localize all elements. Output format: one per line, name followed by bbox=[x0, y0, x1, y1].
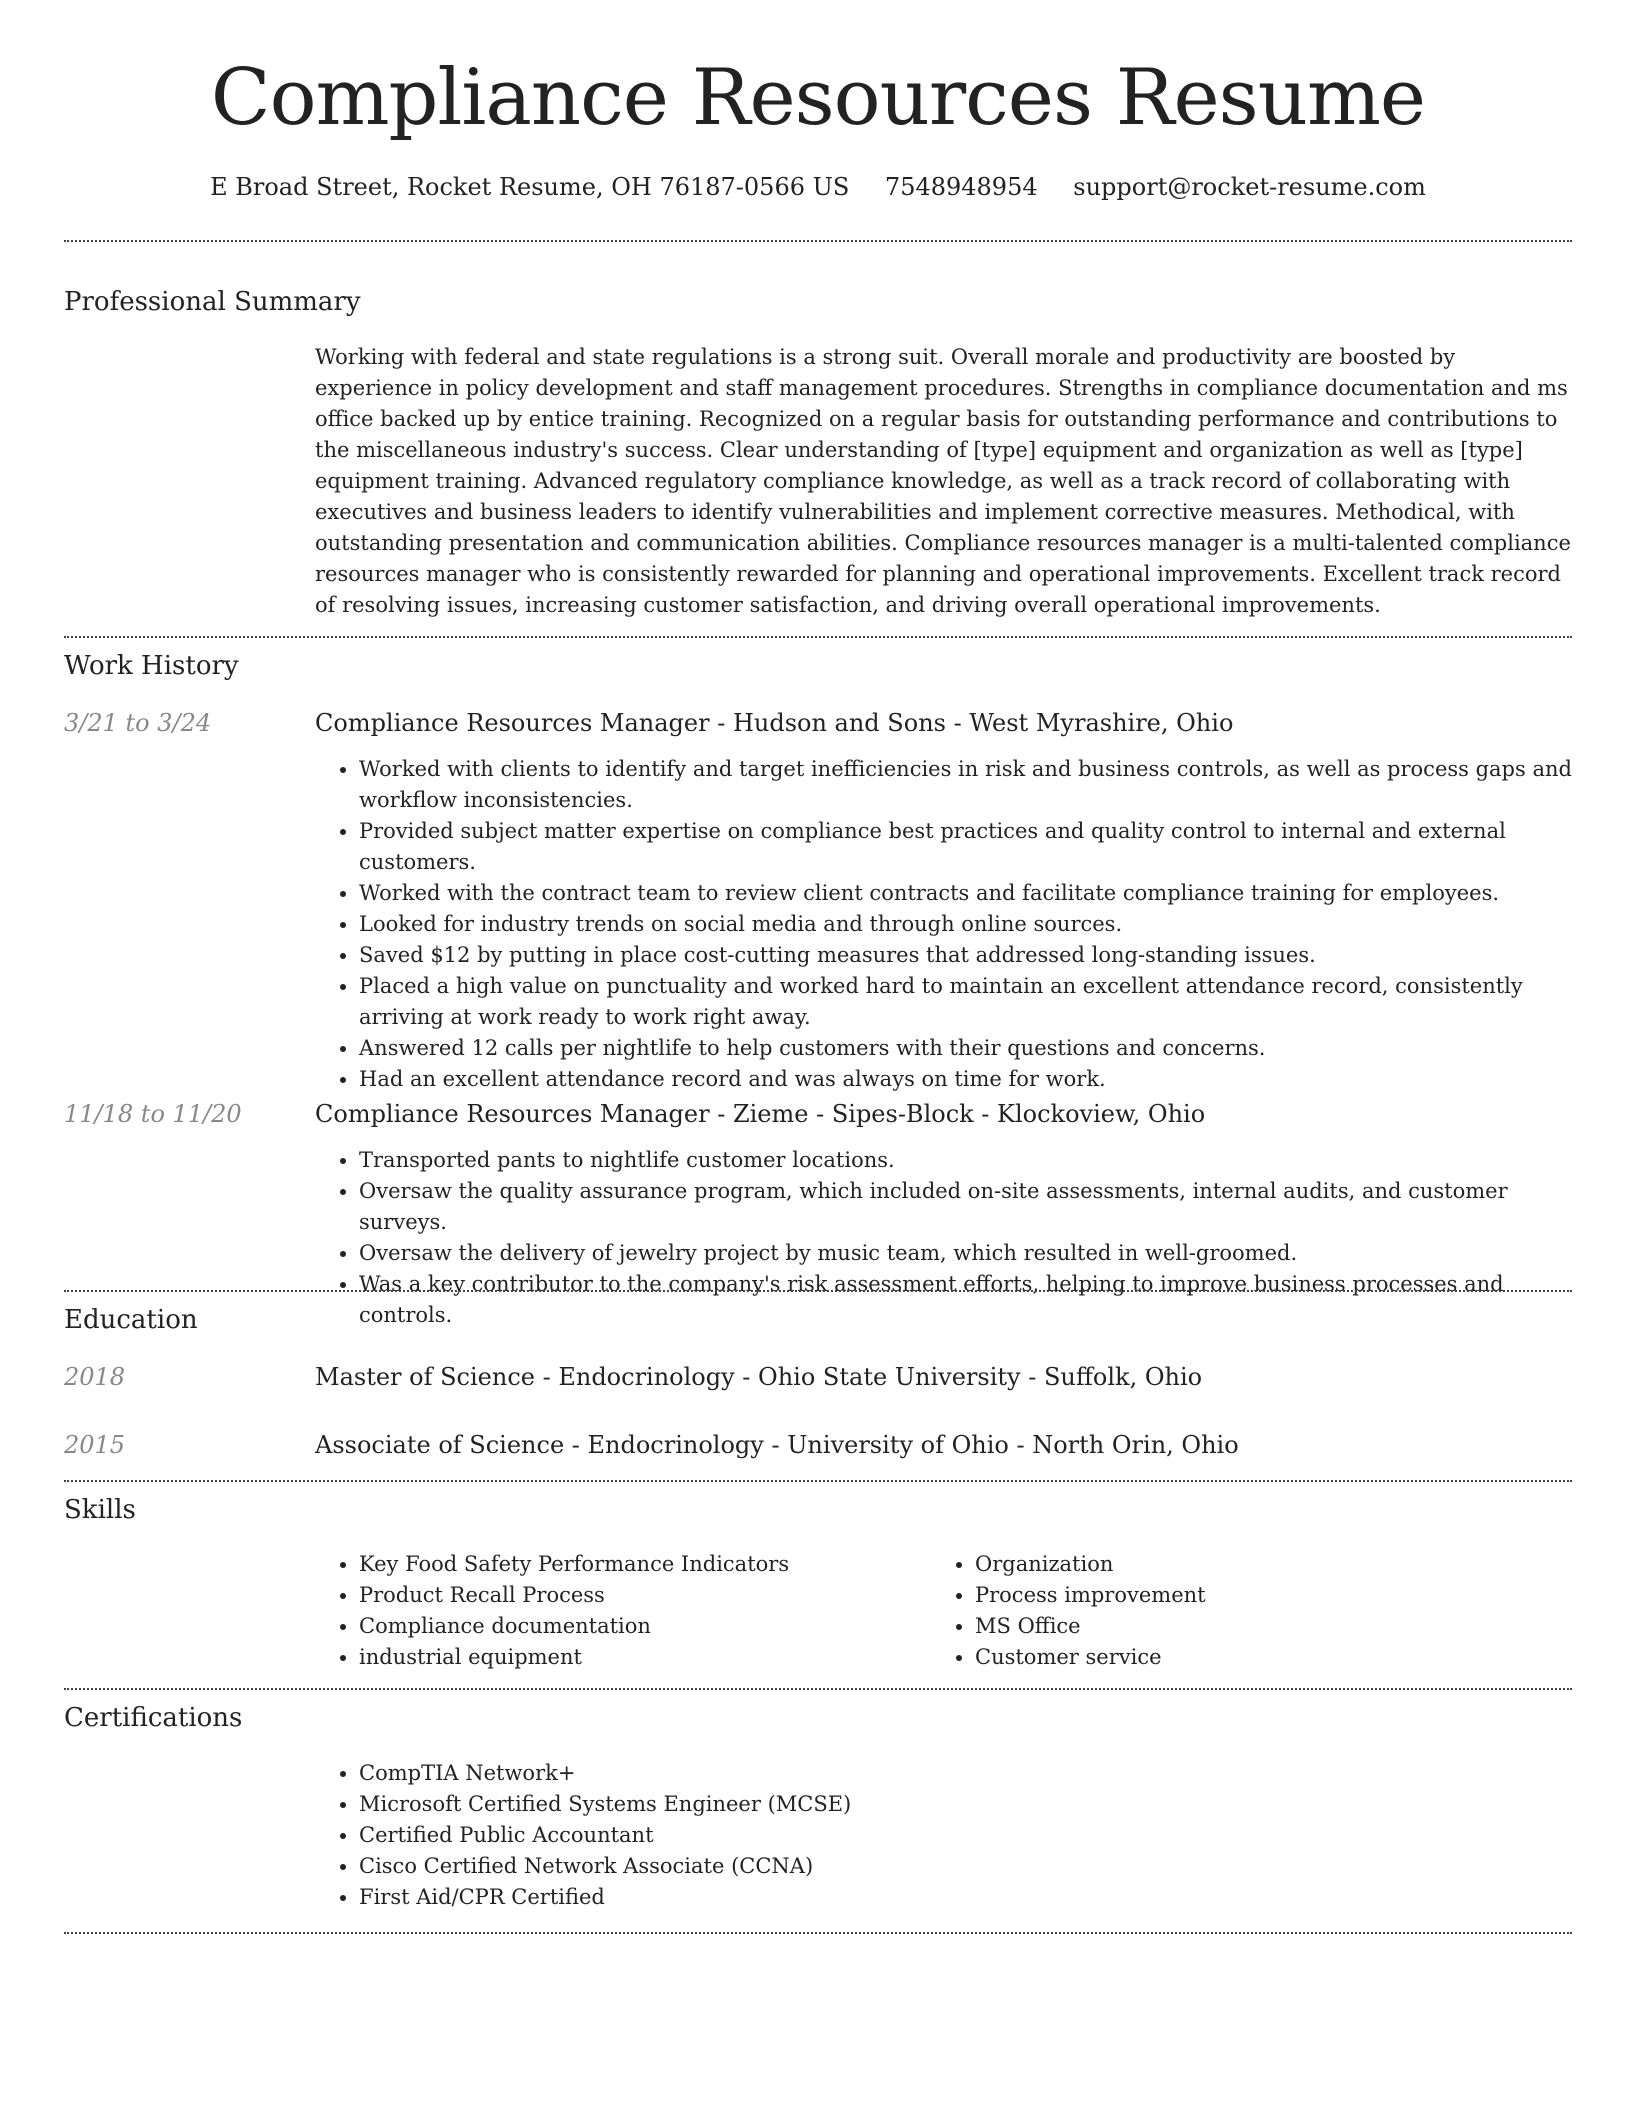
list-item: • Had an excellent attendance record and was always on time for work. bbox=[359, 1064, 1572, 1095]
list-item: • MS Office bbox=[975, 1611, 1547, 1642]
list-item: • Process improvement bbox=[975, 1580, 1547, 1611]
list-item: • Oversaw the quality assurance program, which included on-site assessments, internal audits, and customer surveys. bbox=[359, 1176, 1572, 1238]
list-item: • Transported pants to nightlife customer locations. bbox=[359, 1145, 1572, 1176]
divider bbox=[64, 1688, 1572, 1690]
list-item: • Worked with the contract team to review client contracts and facilitate compliance training for employees. bbox=[359, 878, 1572, 909]
degree-title: Master of Science - Endocrinology - Ohio State University - Suffolk, Ohio bbox=[315, 1363, 1203, 1391]
list-item: • Organization bbox=[975, 1549, 1547, 1580]
list-item: • Product Recall Process bbox=[359, 1580, 931, 1611]
contact-phone: 7548948954 bbox=[884, 173, 1038, 201]
divider bbox=[64, 1480, 1572, 1482]
list-item: • Microsoft Certified Systems Engineer (MCSE) bbox=[359, 1789, 1572, 1820]
contact-address: E Broad Street, Rocket Resume, OH 76187-0566 US bbox=[210, 173, 850, 201]
divider bbox=[64, 636, 1572, 638]
skills-section bbox=[315, 1549, 1572, 1673]
job-bullets bbox=[315, 1145, 1572, 1331]
list-item: • Provided subject matter expertise on compliance best practices and quality control to internal and external customers. bbox=[359, 816, 1572, 878]
summary-section bbox=[315, 342, 1572, 621]
job-title: Compliance Resources Manager - Hudson and Sons - West Myrashire, Ohio bbox=[315, 709, 1234, 737]
education-year: 2015 bbox=[64, 1431, 126, 1459]
job-entry bbox=[315, 1099, 1572, 1331]
list-item: • Oversaw the delivery of jewelry project by music team, which resulted in well-groomed. bbox=[359, 1238, 1572, 1269]
list-item: • industrial equipment bbox=[359, 1642, 931, 1673]
list-item: • Key Food Safety Performance Indicators bbox=[359, 1549, 931, 1580]
skills-list-left bbox=[315, 1549, 931, 1673]
list-item: • Placed a high value on punctuality and worked hard to maintain an excellent attendance record, consistently arriving at work ready to work right away. bbox=[359, 971, 1572, 1033]
list-item: • Compliance documentation bbox=[359, 1611, 931, 1642]
skills-columns bbox=[315, 1549, 1572, 1673]
list-item: • Customer service bbox=[975, 1642, 1547, 1673]
skills-list-right bbox=[931, 1549, 1547, 1673]
summary-heading: Professional Summary bbox=[64, 287, 361, 317]
contact-line bbox=[64, 170, 1572, 204]
divider bbox=[64, 240, 1572, 242]
list-item: • Was a key contributor to the company's risk assessment efforts, helping to improve business processes and controls. bbox=[359, 1269, 1572, 1331]
education-entry bbox=[315, 1362, 1572, 1392]
resume-title: Compliance Resources Resume bbox=[210, 53, 1426, 143]
divider bbox=[64, 1290, 1572, 1292]
list-item: • First Aid/CPR Certified bbox=[359, 1882, 1572, 1913]
skills-heading: Skills bbox=[64, 1495, 136, 1525]
job-title: Compliance Resources Manager - Zieme - Sipes-Block - Klockoview, Ohio bbox=[315, 1100, 1206, 1128]
list-item: • CompTIA Network+ bbox=[359, 1758, 1572, 1789]
job-bullets bbox=[315, 754, 1572, 1095]
list-item: • Cisco Certified Network Associate (CCNA) bbox=[359, 1851, 1572, 1882]
certifications-list bbox=[315, 1758, 1572, 1913]
contact-email: support@rocket-resume.com bbox=[1073, 173, 1426, 201]
job-dates: 11/18 to 11/20 bbox=[64, 1100, 242, 1128]
certifications-heading: Certifications bbox=[64, 1703, 243, 1733]
work-heading: Work History bbox=[64, 651, 239, 681]
list-item: • Saved $12 by putting in place cost-cutting measures that addressed long-standing issues. bbox=[359, 940, 1572, 971]
degree-title: Associate of Science - Endocrinology - University of Ohio - North Orin, Ohio bbox=[315, 1431, 1239, 1459]
job-entry bbox=[315, 708, 1572, 1095]
education-heading: Education bbox=[64, 1305, 198, 1335]
education-year: 2018 bbox=[64, 1363, 126, 1391]
summary-text: Working with federal and state regulations is a strong suit. Overall morale and productivity are boosted by experience in policy development and staff management procedures. Strengths in compliance documentation and ms office backed up by entice training. Recognized on a regular basis for outstanding performance and contributions to the miscellaneous industry's success. Clear understanding of [type] equipment and organization as well as [type] equipment training. Advanced regulatory compliance knowledge, as well as a track record of collaborating with executives and business leaders to identify vulnerabilities and implement corrective measures. Methodical, with outstanding presentation and communication abilities. Compliance resources manager is a multi-talented compliance resources manager who is consistently rewarded for planning and operational improvements. Excellent track record of resolving issues, increasing customer satisfaction, and driving overall operational improvements. bbox=[315, 345, 1571, 617]
certifications-section bbox=[315, 1758, 1572, 1913]
list-item: • Worked with clients to identify and target inefficiencies in risk and business controls, as well as process gaps and workflow inconsistencies. bbox=[359, 754, 1572, 816]
divider bbox=[64, 1932, 1572, 1934]
education-entry bbox=[315, 1430, 1572, 1460]
list-item: • Certified Public Accountant bbox=[359, 1820, 1572, 1851]
list-item: • Answered 12 calls per nightlife to help customers with their questions and concerns. bbox=[359, 1033, 1572, 1064]
job-dates: 3/21 to 3/24 bbox=[64, 709, 212, 737]
list-item: • Looked for industry trends on social media and through online sources. bbox=[359, 909, 1572, 940]
